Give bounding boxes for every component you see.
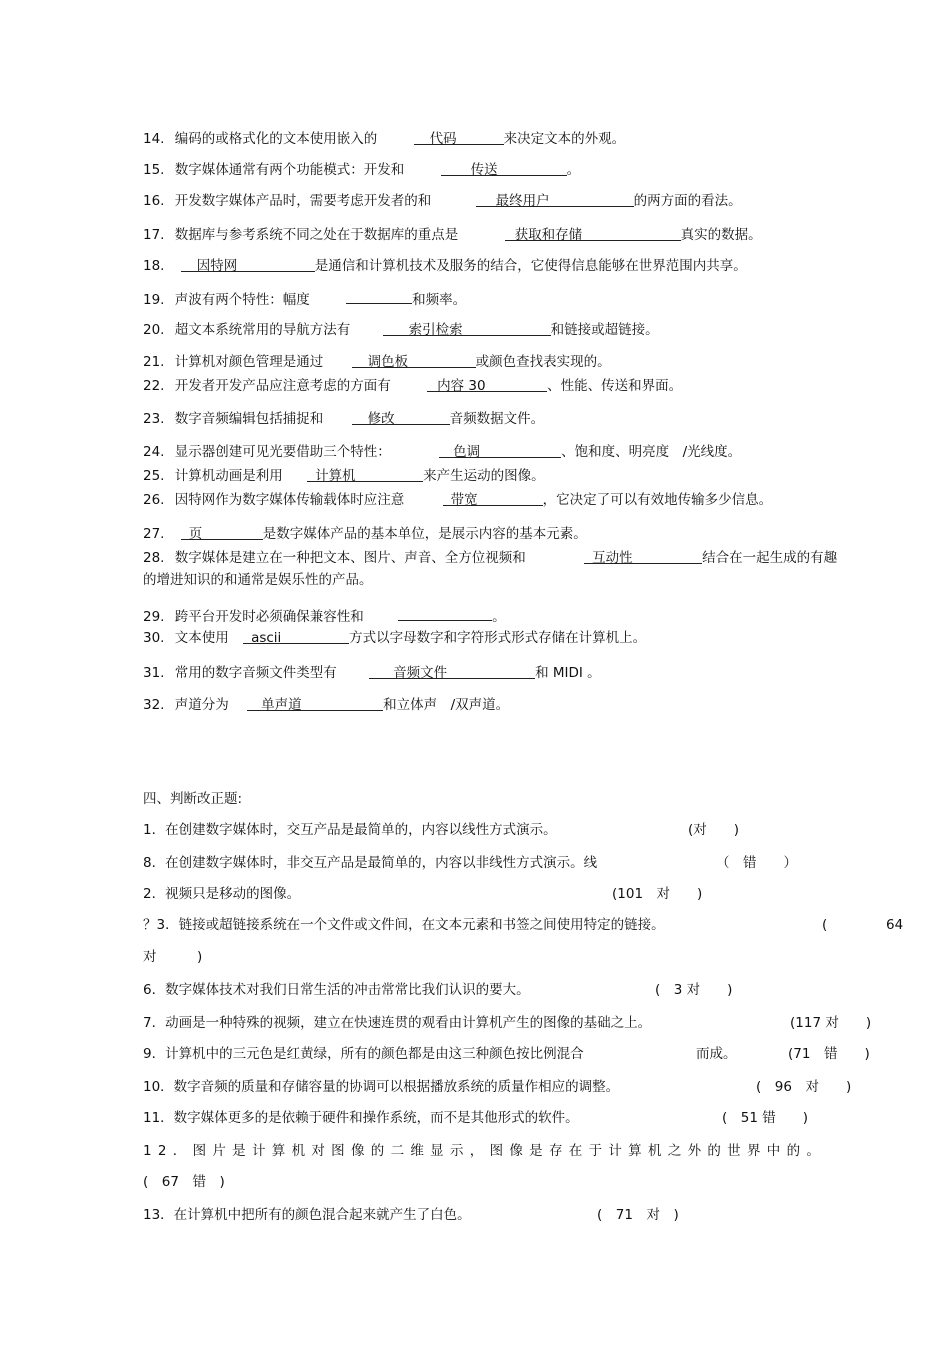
question-text-after: 或颜色查找表实现的。 <box>475 354 611 370</box>
question-14 <box>143 130 625 148</box>
question-text: 数据库与参考系统不同之处在于数据库的重点是 <box>174 227 459 243</box>
question-18 <box>143 257 747 275</box>
judge-mark-13 <box>597 1206 679 1224</box>
answer-text: 因特网 <box>196 258 238 274</box>
question-text: 数字音频编辑包括捕捉和 <box>174 411 324 427</box>
question-text: 计算机动画是利用 <box>174 468 283 484</box>
judge-mark-9 <box>788 1045 870 1063</box>
judge-mark-3-number <box>886 916 903 934</box>
question-text-after: 方式以字母数字和字符形式形式存储在计算机上。 <box>349 630 647 646</box>
judge-item-11 <box>143 1109 579 1127</box>
answer-text: ascii <box>251 630 282 646</box>
answer-blank <box>476 192 634 207</box>
question-text-after: 和 MIDI 。 <box>535 665 601 681</box>
question-number: 25. <box>143 468 165 484</box>
question-number: 21. <box>143 354 165 370</box>
question-text-after: ，它决定了可以有效地传输多少信息。 <box>542 492 773 508</box>
answer-text: 内容 30 <box>437 378 486 394</box>
question-number: 22. <box>143 378 165 394</box>
question-text-after: 和立体声 /双声道。 <box>383 697 510 713</box>
question-29 <box>143 606 506 626</box>
question-text: 编码的或格式化的文本使用嵌入的 <box>174 131 378 147</box>
answer-text: 互动性 <box>592 550 633 566</box>
question-text-after: 是数字媒体产品的基本单位，是展示内容的基本元素。 <box>262 526 587 542</box>
answer-blank <box>383 321 551 336</box>
question-text: 的增进知识的和通常是娱乐性的产品。 <box>143 572 373 588</box>
question-text: 跨平台开发时必须确保兼容性和 <box>174 609 364 625</box>
question-text: 常用的数字音频文件类型有 <box>174 665 337 681</box>
question-17 <box>143 226 762 244</box>
judge-item-3 <box>143 916 665 934</box>
question-number: 28. <box>143 550 165 566</box>
answer-blank <box>369 664 535 679</box>
question-text-after: 、性能、传送和界面。 <box>547 378 683 394</box>
answer-text: 获取和存储 <box>514 227 583 243</box>
judge-answer: (117 对 ) <box>790 1015 872 1031</box>
question-19 <box>143 289 466 309</box>
judge-answer: (101 对 ) <box>612 886 703 902</box>
judge-item-6 <box>143 981 530 999</box>
question-number: 27. <box>143 526 165 542</box>
question-text-after: 。 <box>492 609 506 625</box>
judge-text: 而成。 <box>696 1046 737 1062</box>
question-number: 26. <box>143 492 165 508</box>
question-24 <box>143 443 741 461</box>
question-number: 23. <box>143 411 165 427</box>
judge-mark-6 <box>655 981 732 999</box>
section-heading <box>143 790 242 808</box>
answer-text: 单声道 <box>261 697 302 713</box>
question-text: 数字媒体通常有两个功能模式：开发和 <box>174 162 405 178</box>
judge-answer: ( 67 错 ) <box>143 1174 225 1190</box>
judge-text: ？3．链接或超链接系统在一个文件或文件间，在文本元素和书签之间使用特定的链接。 <box>143 917 665 933</box>
question-text: 因特网作为数字媒体传输载体时应注意 <box>174 492 405 508</box>
question-number: 30. <box>143 630 165 646</box>
question-27 <box>143 525 587 543</box>
question-text: 超文本系统常用的导航方法有 <box>174 322 351 338</box>
judge-answer: ( 3 对 ) <box>655 982 733 998</box>
question-number: 17. <box>143 227 165 243</box>
judge-mark-3 <box>822 916 827 934</box>
section-title: 四、判断改正题: <box>143 791 243 807</box>
answer-blank <box>247 696 383 711</box>
answer-text: 页 <box>188 526 203 542</box>
question-28 <box>143 549 837 567</box>
question-number: 24. <box>143 444 165 460</box>
judge-text: 1．在创建数字媒体时，交互产品是最简单的，内容以线性方式演示。 <box>143 822 557 838</box>
question-30 <box>143 629 646 647</box>
question-21 <box>143 353 611 371</box>
answer-blank <box>181 525 263 540</box>
answer-blank <box>398 606 492 621</box>
judge-item-7 <box>143 1014 651 1032</box>
question-32 <box>143 696 509 714</box>
judge-text: 12．图片是计算机对图像的二维显示，图像是存在于计算机之外的世界中的。 <box>143 1143 827 1159</box>
question-text-after: 和频率。 <box>412 292 467 308</box>
question-text: 数字媒体是建立在一种把文本、图片、声音、全方位视频和 <box>174 550 526 566</box>
judge-item-2 <box>143 885 300 903</box>
question-text-after: 结合在一起生成的有趣 <box>702 550 838 566</box>
answer-text: 音频文件 <box>393 665 448 681</box>
question-28-continuation <box>143 571 373 589</box>
question-text-after: 来产生运动的图像。 <box>423 468 545 484</box>
answer-blank <box>427 377 547 392</box>
judge-mark-1 <box>688 821 739 839</box>
judge-item-10 <box>143 1078 619 1096</box>
judge-answer: ( 96 对 ) <box>756 1079 852 1095</box>
judge-item-12-continuation <box>143 1173 225 1191</box>
answer-blank <box>414 130 504 145</box>
question-number: 32. <box>143 697 165 713</box>
answer-blank <box>441 161 567 176</box>
answer-blank <box>346 289 412 304</box>
question-number: 16. <box>143 193 165 209</box>
question-number: 20. <box>143 322 165 338</box>
answer-blank <box>584 549 702 564</box>
judge-text: 8．在创建数字媒体时，非交互产品是最简单的，内容以非线性方式演示。线 <box>143 855 598 871</box>
judge-text: 2．视频只是移动的图像。 <box>143 886 301 902</box>
question-text-after: 。 <box>566 162 581 178</box>
judge-answer: ( 51 错 ) <box>722 1110 809 1126</box>
judge-answer: (71 错 ) <box>788 1046 870 1062</box>
question-text-after: 、饱和度、明亮度 /光线度。 <box>561 444 742 460</box>
judge-item-12 <box>143 1142 826 1160</box>
question-text: 文本使用 <box>174 630 229 646</box>
question-number: 15. <box>143 162 165 178</box>
answer-blank <box>505 226 681 241</box>
answer-blank <box>443 491 543 506</box>
judge-answer: (对 ) <box>688 822 740 838</box>
answer-blank <box>352 353 476 368</box>
judge-mid-9 <box>696 1045 737 1063</box>
judge-item-13 <box>143 1206 471 1224</box>
question-text: 声道分为 <box>174 697 229 713</box>
answer-text: 索引检索 <box>408 322 463 338</box>
question-number: 29. <box>143 609 165 625</box>
question-text-after: 来决定文本的外观。 <box>503 131 626 147</box>
answer-text: 色调 <box>453 444 481 460</box>
question-26 <box>143 491 772 509</box>
judge-mark-7 <box>790 1014 871 1032</box>
question-text-after: 和链接或超链接。 <box>550 322 659 338</box>
judge-item-8 <box>143 854 597 872</box>
answer-blank <box>352 410 450 425</box>
question-text: 显示器创建可见光要借助三个特性： <box>174 444 391 460</box>
question-text-after: 的两方面的看法。 <box>633 193 742 209</box>
judge-item-3-continuation <box>143 948 202 966</box>
question-text-after: 是通信和计算机技术及服务的结合，它使得信息能够在世界范围内共享。 <box>314 258 747 274</box>
question-20 <box>143 321 659 339</box>
question-22 <box>143 377 682 395</box>
question-number: 19. <box>143 292 165 308</box>
question-number: 18. <box>143 258 165 274</box>
question-16 <box>143 192 742 210</box>
question-number: 31. <box>143 665 165 681</box>
question-15 <box>143 161 580 179</box>
judge-item-1 <box>143 821 557 839</box>
judge-answer: 对 ) <box>143 949 203 965</box>
judge-answer: ( <box>822 917 828 933</box>
answer-text: 最终用户 <box>495 193 550 209</box>
judge-item-9 <box>143 1045 584 1063</box>
question-23 <box>143 410 544 428</box>
answer-blank <box>243 629 349 644</box>
answer-blank <box>439 443 561 458</box>
judge-text: 9．计算机中的三元色是红黄绿，所有的颜色都是由这三种颜色按比例混合 <box>143 1046 584 1062</box>
question-number: 14. <box>143 131 165 147</box>
answer-blank <box>307 467 423 482</box>
answer-text: 修改 <box>367 411 395 427</box>
judge-text: 13．在计算机中把所有的颜色混合起来就产生了白色。 <box>143 1207 471 1223</box>
answer-text: 代码 <box>429 131 457 147</box>
question-text-after: 音频数据文件。 <box>449 411 545 427</box>
judge-answer: （ 错 ） <box>716 855 797 871</box>
question-text: 开发者开发产品应注意考虑的方面有 <box>174 378 391 394</box>
judge-text: 11．数字媒体更多的是依赖于硬件和操作系统，而不是其他形式的软件。 <box>143 1110 579 1126</box>
judge-answer: 64 <box>886 917 904 933</box>
judge-mark-2 <box>612 885 702 903</box>
answer-text: 调色板 <box>367 354 409 370</box>
question-text-after: 真实的数据。 <box>680 227 762 243</box>
answer-text: 计算机 <box>315 468 356 484</box>
question-text: 计算机对颜色管理是通过 <box>174 354 324 370</box>
judge-text: 6．数字媒体技术对我们日常生活的冲击常常比我们认识的要大。 <box>143 982 530 998</box>
judge-answer: ( 71 对 ) <box>597 1207 679 1223</box>
answer-text: 传送 <box>470 162 498 178</box>
judge-mark-11 <box>722 1109 808 1127</box>
question-25 <box>143 467 545 485</box>
judge-text: 7．动画是一种特殊的视频，建立在快速连贯的观看由计算机产生的图像的基础之上。 <box>143 1015 652 1031</box>
answer-text: 带宽 <box>450 492 478 508</box>
question-31 <box>143 664 601 682</box>
judge-mark-8 <box>716 854 797 872</box>
answer-blank <box>181 257 315 272</box>
question-text: 开发数字媒体产品时，需要考虑开发者的和 <box>174 193 432 209</box>
question-text: 声波有两个特性：幅度 <box>174 292 310 308</box>
judge-mark-10 <box>756 1078 851 1096</box>
judge-text: 10．数字音频的质量和存储容量的协调可以根据播放系统的质量作相应的调整。 <box>143 1079 620 1095</box>
